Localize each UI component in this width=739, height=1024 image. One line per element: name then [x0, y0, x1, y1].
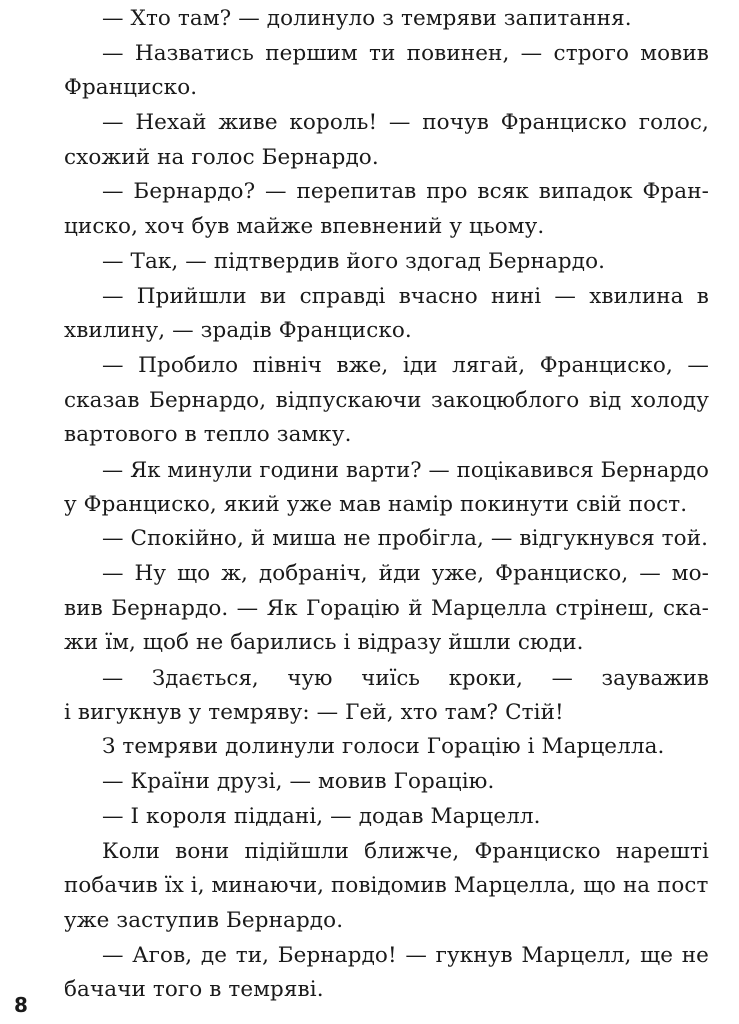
text-line: — Назватись першим ти повинен, — строго мовив	[102, 40, 709, 66]
text-line: — Пробило північ вже, іди лягай, Франциско, —	[102, 352, 709, 378]
text-line: — Як минули години варти? — поцікавився Бернардо	[102, 456, 709, 482]
text-line: — Спокійно, й миша не пробігла, — відгукнувся той.	[102, 526, 709, 552]
text-line: — Бернардо? — перепитав про всяк випадок Фран-	[102, 179, 709, 205]
text-line: вив Бернардо. — Як Горацію й Марцелла стрінеш, ска-	[64, 595, 709, 621]
text-line: — Агов, де ти, Бернардо! — гукнув Марцелл, ще не	[102, 942, 709, 968]
text-line: хвилину, — зрадів Франциско.	[64, 318, 412, 344]
text-line: побачив їх і, минаючи, повідомив Марцелла, що на пост	[64, 873, 709, 899]
text-line: — Прийшли ви справді вчасно нині — хвилина в	[102, 283, 709, 309]
text-line: і вигукнув у темряву: — Гей, хто там? Стій!	[64, 699, 564, 725]
book-page-text	[64, 2, 709, 1008]
text-line: циско, хоч був майже впевнений у цьому.	[64, 214, 545, 240]
text-line: Франциско.	[64, 75, 198, 101]
text-line: — Так, — підтвердив його здогад Бернардо.	[102, 248, 606, 274]
text-line: жи їм, щоб не барились і відразу йшли сюди.	[64, 630, 584, 656]
text-line: — І короля піддані, — додав Марцелл.	[102, 803, 541, 829]
text-line: — Ну що ж, добраніч, йди уже, Франциско, — мо-	[102, 561, 709, 586]
page-number: 8	[14, 993, 28, 1017]
text-line: вартового в тепло замку.	[64, 422, 352, 448]
text-line: схожий на голос Бернардо.	[64, 144, 379, 170]
text-line: — Хто там? — долинуло з темряви запитання.	[102, 6, 632, 31]
text-line: Коли вони підійшли ближче, Франциско нарешті	[102, 838, 709, 864]
text-line: — Здається, чую чиїсь кроки, — зауважив	[102, 665, 709, 691]
text-line: у Франциско, який уже мав намір покинути свій пост.	[64, 491, 688, 517]
text-line: — Нехай живе король! — почув Франциско голос,	[102, 110, 709, 136]
text-line: бачачи того в темряві.	[64, 977, 324, 1003]
text-line: — Країни друзі, — мовив Горацію.	[102, 769, 495, 795]
text-line: З темряви долинули голоси Горацію і Марцелла.	[102, 734, 665, 760]
text-line: сказав Бернардо, відпускаючи закоцюблого від холоду	[64, 387, 709, 413]
text-line: уже заступив Бернардо.	[64, 907, 344, 933]
